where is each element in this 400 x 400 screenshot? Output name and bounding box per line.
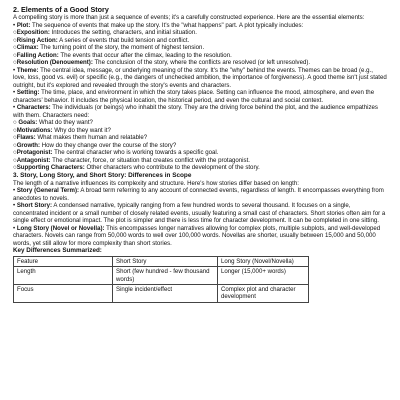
character-item: ○Protagonist: The central character who is working towards a specific goal.	[13, 149, 219, 156]
theme-bullet: • Theme: The central idea, message, or underlying meaning of the story. It's the "why" behind the events. Themes can be broad (e.g., love, loss, good vs. evil) or specific (e.g., the dangers of unchecked ambition, the importance of forgiveness). A good theme isn't just stated outright, but it's explored and revealed through the story's events and characters.	[13, 66, 387, 89]
table-cell: Focus	[14, 284, 113, 302]
section-heading-scope: 3. Story, Long Story, and Short Story: Differences in Scope	[13, 171, 192, 179]
table-cell: Longer (15,000+ words)	[218, 267, 309, 285]
plot-item: ○Climax: The turning point of the story, the moment of highest tension.	[13, 44, 205, 51]
plot-item: ○Falling Action: The events that occur after the climax, leading to the resolution.	[13, 51, 232, 59]
table-header-cell: Short Story	[113, 256, 218, 266]
table-cell: Single incident/effect	[113, 284, 218, 302]
differences-table	[13, 256, 309, 303]
long-story-bullet: • Long Story (Novel or Novella): This encompasses longer narratives allowing for complex plots, multiple subplots, and well-developed characters. Novels can range from 50,000 words to well over 100,000 words. Novellas are shorter, usually between 15,000 and 50,000 words, yet still allow for more complexity than short stories.	[13, 224, 381, 247]
plot-text: The sequence of events that make up the story. It's the "what happens" part. A plot typically includes:	[31, 21, 304, 29]
plot-label: Plot:	[16, 21, 31, 29]
character-item: ○Antagonist: The character, force, or situation that creates conflict with the protagonist.	[13, 156, 250, 164]
intro-paragraph: A compelling story is more than just a sequence of events; it's a carefully constructed experience. Here are the essential elements:	[13, 14, 365, 21]
section-heading-elements: 2. Elements of a Good Story	[13, 5, 109, 14]
table-cell: Short (few hundred - few thousand words)	[113, 267, 218, 285]
table-row	[14, 267, 309, 285]
theme-label: Theme:	[16, 66, 39, 74]
characters-bullet: • Characters: The individuals (or beings) who inhabit the story. They are the driving force behind the plot, and the audience empathizes with them. Characters need:	[13, 104, 378, 119]
table-header-row	[14, 256, 309, 266]
plot-bullet: • Plot: The sequence of events that make up the story. It's the "what happens" part. A plot typically includes:	[13, 21, 304, 29]
character-item: ○Flaws: What makes them human and relatable?	[13, 134, 148, 141]
plot-item: ○Exposition: Introduces the setting, characters, and initial situation.	[13, 29, 197, 36]
table-cell: Length	[14, 267, 113, 285]
character-item: ○Supporting Characters: Other characters who contribute to the development of the story.	[13, 164, 260, 171]
scope-intro: The length of a narrative influences its complexity and structure. Here's how stories differ based on length:	[13, 179, 299, 187]
character-item: ○Motivations: Why do they want it?	[13, 126, 111, 134]
setting-label: Setting:	[16, 89, 40, 96]
setting-text: The time, place, and environment in which the story takes place. Setting can influence the mood, atmosphere, and even the characters' behavior. It includes the physical location, the historical period, and even the cultural and social context.	[13, 89, 375, 104]
table-header-cell: Feature	[14, 256, 113, 266]
theme-text: The central idea, message, or underlying meaning of the story. It's the "why" behind the events. Themes can be broad (e.g., love, loss, good vs. evil) or specific (e.g., the dangers of unchecked ambition, the importance of forgiveness). A good theme isn't just stated outright, but it's explored and revealed through the story's events and characters.	[13, 66, 387, 89]
character-item: ○ Goals: What do they want?	[13, 119, 93, 126]
short-story-bullet: • Short Story: A condensed narrative, typically ranging from a few hundred words to several thousand. It focuses on a single, concentrated incident or a small number of closely related events, usually featuring a small cast of characters. Short stories often aim for a single effect or emotional impact. The plot is simpler and there is less time for character development. It can be completed in one sitting.	[13, 202, 386, 225]
table-cell: Complex plot and character development	[218, 284, 309, 302]
plot-item: ○Resolution (Denouement): The conclusion of the story, where the conflicts are resolved (or left unresolved).	[13, 59, 311, 66]
plot-item: ○Rising Action: A series of events that build tension and conflict.	[13, 36, 190, 44]
characters-text: The individuals (or beings) who inhabit the story. They are the driving force behind the plot, and the audience empathizes with them. Characters need:	[13, 104, 378, 119]
story-general-bullet: • Story (General Term): A broad term referring to any account of connected events, regardless of length. It encompasses everything from anecdotes to novels.	[13, 187, 384, 202]
table-row	[14, 284, 309, 302]
table-header-cell: Long Story (Novel/Novella)	[218, 256, 309, 266]
setting-bullet: • Setting: The time, place, and environment in which the story takes place. Setting can influence the mood, atmosphere, and even the characters' behavior. It includes the physical location, the historical period, and even the cultural and social context.	[13, 89, 375, 104]
characters-label: Characters:	[16, 104, 51, 111]
character-item: ○Growth: How do they change over the course of the story?	[13, 141, 177, 149]
table-title: Key Differences Summarized:	[13, 247, 102, 255]
